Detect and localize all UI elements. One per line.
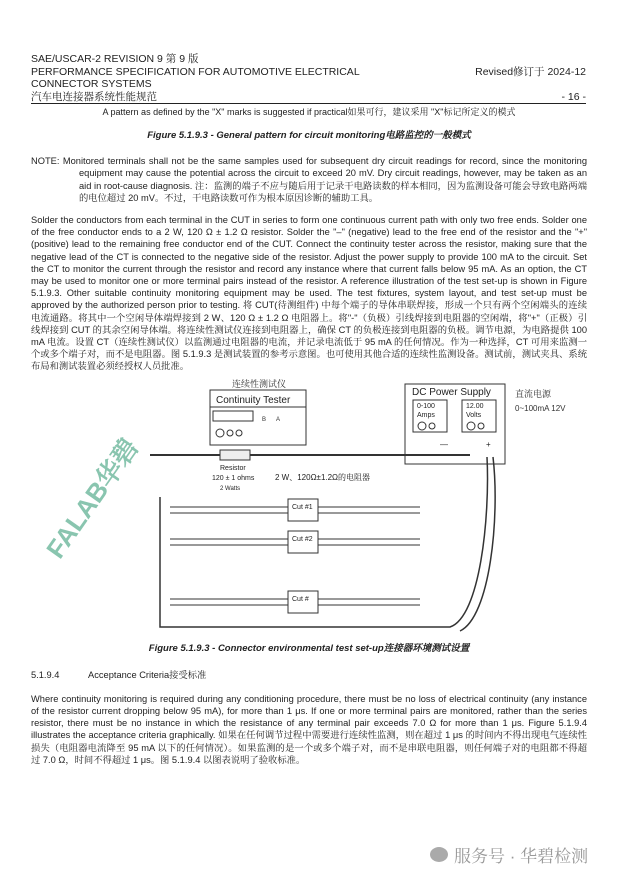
section-heading xyxy=(31,669,587,681)
ct-label: Continuity Tester xyxy=(216,394,291,406)
section-number: 5.1.9.4 xyxy=(31,669,60,680)
cut-3 xyxy=(170,591,420,613)
figure-caption-1: Figure 5.1.9.3 - General pattern for circuit monitoring电路监控的一般模式 xyxy=(147,130,471,142)
figure-caption-2: Figure 5.1.9.3 - Connector environmental test set-up连接器环境测试设置 xyxy=(148,642,470,654)
setup-paragraph: Solder the conductors from each terminal in the CUT in series to form one continuous current path with only two free ends. Solder one of the free conductor ends to a 2 W, 120 Ω ± 1.2 Ω resistor. Solder the "–" (negative) lead to the free end of the resistor and the "+" (positive) lead to the remaining free conductor end of the CUT. Connect the continuity tester across the resistor, making sure that the negative lead of the CT is connected to the negative side of the resistor. Adjust the power supply to provide 100 mA to the circuit. Set the CT to monitor the current through the resistor and record any instance where that current falls below 95 mA. As an option, the CT may be used to monitor one or more terminal pairs instead of the resistor. A reference illustration of the test set-up is shown in Figure 5.1.9.3. Other suitable continuity monitoring equipment may be used. The test fixtures, system layout, and test set-up must be approved by the authorized person prior to testing. 将 CUT(待测组件) 中每个端子的导体串联焊接，形成一个只有两个空闲端头的连续电流通路。将其中一个空闲导体端焊接到 2 W、120 Ω ± 1.2 Ω 电阻器上。将"-"（负极）引线焊接到电阻器的空闲端，将"+"（正极）引线焊接到 CUT 的其余空闲导体端。将连续性测试仪连接到电阻器上，确保 CT 的负极连接到电阻器的负极。调节电源，为电路提供 100 mA 电流。设置 CT（连续性测试仪）以监测通过电阻器的电流，并记录电流低于 95 mA 的任何情况。作为一种选择，CT 可用来监测一个或多个端子对，而不是电阻器。图 5.1.9.3 是测试装置的参考示意图。也可使用其他合适的连续性监测设备。测试前，测试夹具、系统布局和测试装置必须经授权人员批准。 xyxy=(31,215,587,372)
footer-text: 服务号 · 华碧检测 xyxy=(454,847,589,866)
ps-cn-label: 直流电源 xyxy=(515,388,552,399)
volts-value: 12.00 xyxy=(466,402,484,410)
minus-terminal: — xyxy=(440,439,448,449)
note-paragraph: NOTE: Monitored terminals shall not be the same samples used for subsequent dry circuit readings for record, since the monitoring equipment may cause the potential across the circuit to exceed 20 mV. Dry circuit readings, however, may be taken as an aid in root-cause diagnosis. 注：监测的端子不应与随后用于记录干电路读数的样本相同，因为监测设备可能会导致电路两端的电位超过 20 mV。不过，干电路读数可作为根本原因诊断的辅助工具。 xyxy=(31,156,587,203)
resistor-watt: 2 Watts xyxy=(220,485,241,492)
amps-range: 0-100 xyxy=(417,402,435,410)
amps-label: Amps xyxy=(417,411,435,419)
doc-id: SAE/USCAR-2 REVISION 9 第 9 版 xyxy=(31,53,199,65)
svg-text:Cut #1: Cut #1 xyxy=(292,503,313,511)
doc-title: PERFORMANCE SPECIFICATION FOR AUTOMOTIVE ELECTRICAL xyxy=(31,65,360,78)
resistor xyxy=(220,450,250,460)
lead-a-label: A xyxy=(276,416,281,423)
pattern-note: A pattern as defined by the "X" marks is suggested if practical如果可行，建议采用 "X"标记所定义的模式 xyxy=(102,107,516,117)
acceptance-paragraph: Where continuity monitoring is required during any conditioning procedure, there must be no loss of electrical continuity (any instance of the resistor current dropping below 95 mA), for more than 1 μs. If one or more terminal pairs are monitored, rather than the series resistor, there must be no instance in which the resistance of any terminal pair exceeds 7.0 Ω for more than 1 μs. Figure 5.1.9.4 illustrates the acceptance criteria graphically. 如果在任何调节过程中需要进行连续性监测，则在超过 1 μs 的时间内不得出现电气连续性损失（电阻器电流降至 95 mA 以下的任何情况）。如果监测的是一个或多个端子对，而不是串联电阻器，则任何端子对的电阻都不得超过 7.0 Ω，时间不得超过 1 μs。图 5.1.9.4 以图表说明了验收标准。 xyxy=(31,693,587,765)
wechat-icon xyxy=(430,847,448,862)
ct-cn-label: 连续性测试仪 xyxy=(232,378,287,389)
figure-area xyxy=(31,377,587,635)
page-body xyxy=(31,106,587,766)
page-number: - 16 - xyxy=(561,90,586,103)
resistor-label: Resistor xyxy=(220,464,246,472)
doc-title-cn: 汽车电连接器系统性能规范 xyxy=(31,91,586,105)
svg-text:Cut #: Cut # xyxy=(292,595,309,603)
section-title: Acceptance Criteria接受标准 xyxy=(88,669,207,680)
resistor-spec: 120 ± 1 ohms xyxy=(212,474,255,482)
lead-b-label: B xyxy=(262,416,267,423)
watermark: FALAB华碧 xyxy=(40,432,145,564)
page-header xyxy=(31,53,586,104)
volts-label: Volts xyxy=(466,411,482,419)
ps-label: DC Power Supply xyxy=(412,386,491,398)
cut-2 xyxy=(170,531,420,553)
svg-text:Cut #2: Cut #2 xyxy=(292,535,313,543)
cut-1 xyxy=(170,499,420,521)
test-setup-diagram xyxy=(150,377,590,635)
plus-terminal: + xyxy=(486,439,491,449)
revision-date: Revised修订于 2024-12 xyxy=(475,65,586,78)
footer-account[interactable] xyxy=(430,842,588,867)
ps-spec: 0~100mA 12V xyxy=(515,403,566,413)
doc-title-2: CONNECTOR SYSTEMS xyxy=(31,78,152,90)
resistor-cn: 2 W、120Ω±1.2Ω的电阻器 xyxy=(275,472,371,482)
